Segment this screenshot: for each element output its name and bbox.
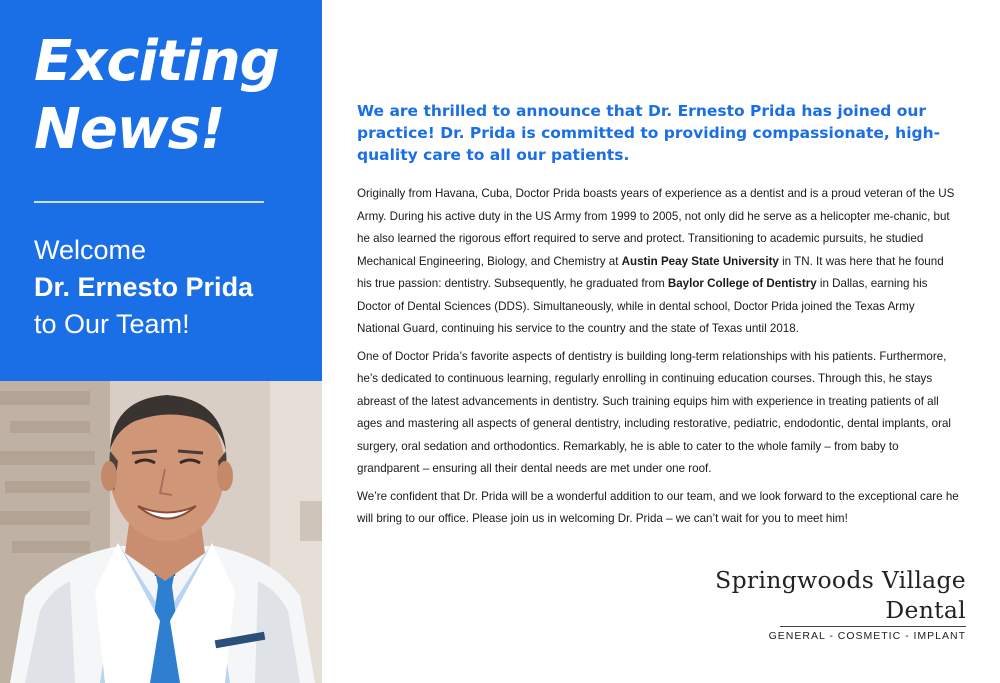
team-line: to Our Team! [34, 309, 190, 339]
doctor-name: Dr. Ernesto Prida [34, 272, 254, 302]
university-name: Austin Peay State University [621, 254, 779, 268]
paragraph-2: One of Doctor Prida’s favorite aspects of dentistry is building long-term relationships with his patients. Furthermore, he’s dedicated to continuous learning, regularly enrolling in continuing education courses. Through this, he stays abreast of the latest advancements in dentistry. Such training equips him with experience in treating patients of all ages and mastering all aspects of general dentistry, including restorative, pediatric, endodontic, dental implants, oral surgery, oral sedation and orthodontics. Remarkably, he is able to cater to the whole family – from baby to grandparent – ensuring all their dental needs are met under one roof. [357, 349, 951, 475]
p1-text-c: in TN. It was here that he found his true passion: dentistry. Subsequently, he graduated from [357, 254, 944, 290]
headline-line-1: Exciting [34, 29, 279, 94]
headline [34, 28, 279, 164]
p1-text-a: Originally from Havana, Cuba, Doctor Prida boasts years of experience as a dentist and is a proud veteran of the US Army. During his active duty in the US Army from 1999 to 2005, not only did he serve as a helicopter me-chanic, but he also learned the rigorous effort required to serve and protect. Transitioning to academic pursuits, he studied Mechanical Engineering, Biology, and Chemistry at [357, 187, 955, 268]
headline-line-2: News! [34, 97, 225, 162]
doctor-portrait-icon [0, 381, 322, 683]
doctor-photo [0, 381, 322, 683]
logo-rule [780, 626, 966, 627]
dental-college-name: Baylor College of Dentistry [667, 277, 817, 290]
lead-paragraph: We are thrilled to announce that Dr. Ernesto Prida has joined our practice! Dr. Prida is committed to providing compassionate, high-quality care to all our patients. [357, 102, 941, 164]
logo-tagline: GENERAL - COSMETIC - IMPLANT [768, 630, 966, 642]
body-text [357, 183, 960, 531]
logo-name: Springwoods Village Dental [715, 566, 966, 624]
content [357, 100, 960, 536]
welcome-line: Welcome [34, 235, 147, 265]
paragraph-3: We’re confident that Dr. Prida will be a wonderful addition to our team, and we look forward to the exceptional care he will bring to our office. Please join us in welcoming Dr. Prida – we can’t wait for you to meet him! [357, 489, 959, 525]
welcome-text [34, 232, 253, 343]
paragraph-1 [357, 183, 960, 341]
divider [34, 201, 264, 203]
p1-text-e: in Dallas, earning his Doctor of Dental Sciences (DDS). Simultaneously, while in dental school, Doctor Prida joined the Texas Army National Guard, continuing his service to the country and the state of Texas until 2018. [357, 277, 928, 335]
blue-panel [0, 0, 322, 381]
practice-logo [660, 565, 966, 642]
